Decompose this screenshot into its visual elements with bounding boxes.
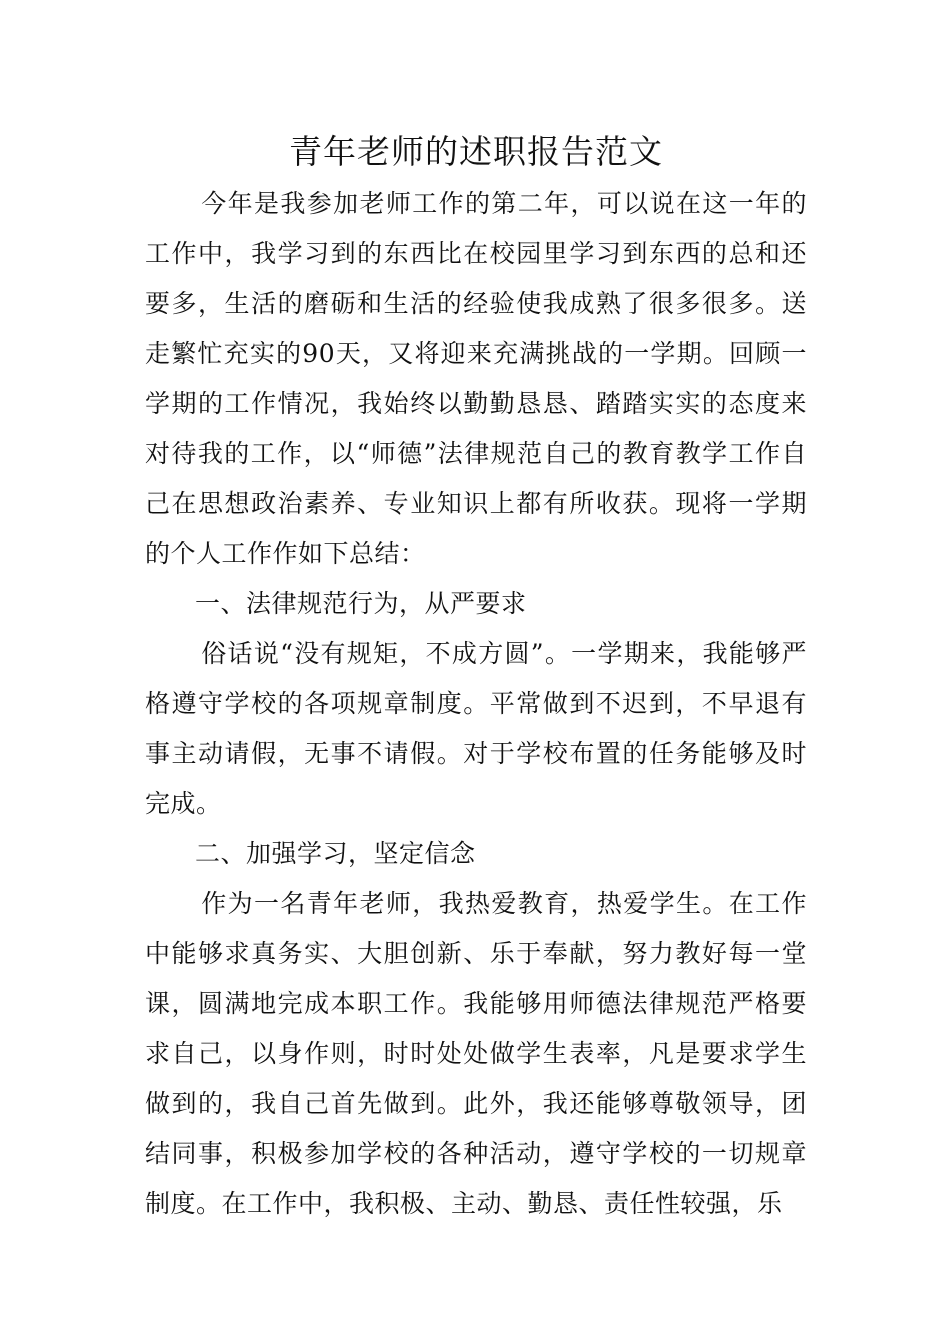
section-heading-2: 二、加强学习，坚定信念 bbox=[195, 839, 476, 868]
document-title: 青年老师的述职报告范文 bbox=[289, 132, 663, 171]
document-page bbox=[145, 125, 807, 1229]
section-body-1: 俗话说“没有规矩，不成方圆”。一学期来，我能够严格遵守学校的各项规章制度。平常做到不迟到，不早退有事主动请假，无事不请假。对于学校布置的任务能够及时完成。 bbox=[145, 639, 807, 818]
section-body-2: 作为一名青年老师，我热爱教育，热爱学生。在工作中能够求真务实、大胆创新、乐于奉献，努力教好每一堂课，圆满地完成本职工作。我能够用师德法律规范严格要求自己，以身作则，时时处处做学生表率，凡是要求学生做到的，我自己首先做到。此外，我还能够尊敬领导，团结同事，积极参加学校的各种活动，遵守学校的一切规章制度。在工作中，我积极、主动、勤恳、责任性较强，乐 bbox=[145, 889, 807, 1218]
section-heading-1: 一、法律规范行为，从严要求 bbox=[195, 589, 527, 618]
intro-paragraph: 今年是我参加老师工作的第二年，可以说在这一年的工作中，我学习到的东西比在校园里学习到东西的总和还要多，生活的磨砺和生活的经验使我成熟了很多很多。送走繁忙充实的90天，又将迎来充满挑战的一学期。回顾一学期的工作情况，我始终以勤勤恳恳、踏踏实实的态度来对待我的工作，以“师德”法律规范自己的教育教学工作自己在思想政治素养、专业知识上都有所收获。现将一学期的个人工作作如下总结： bbox=[145, 189, 807, 568]
